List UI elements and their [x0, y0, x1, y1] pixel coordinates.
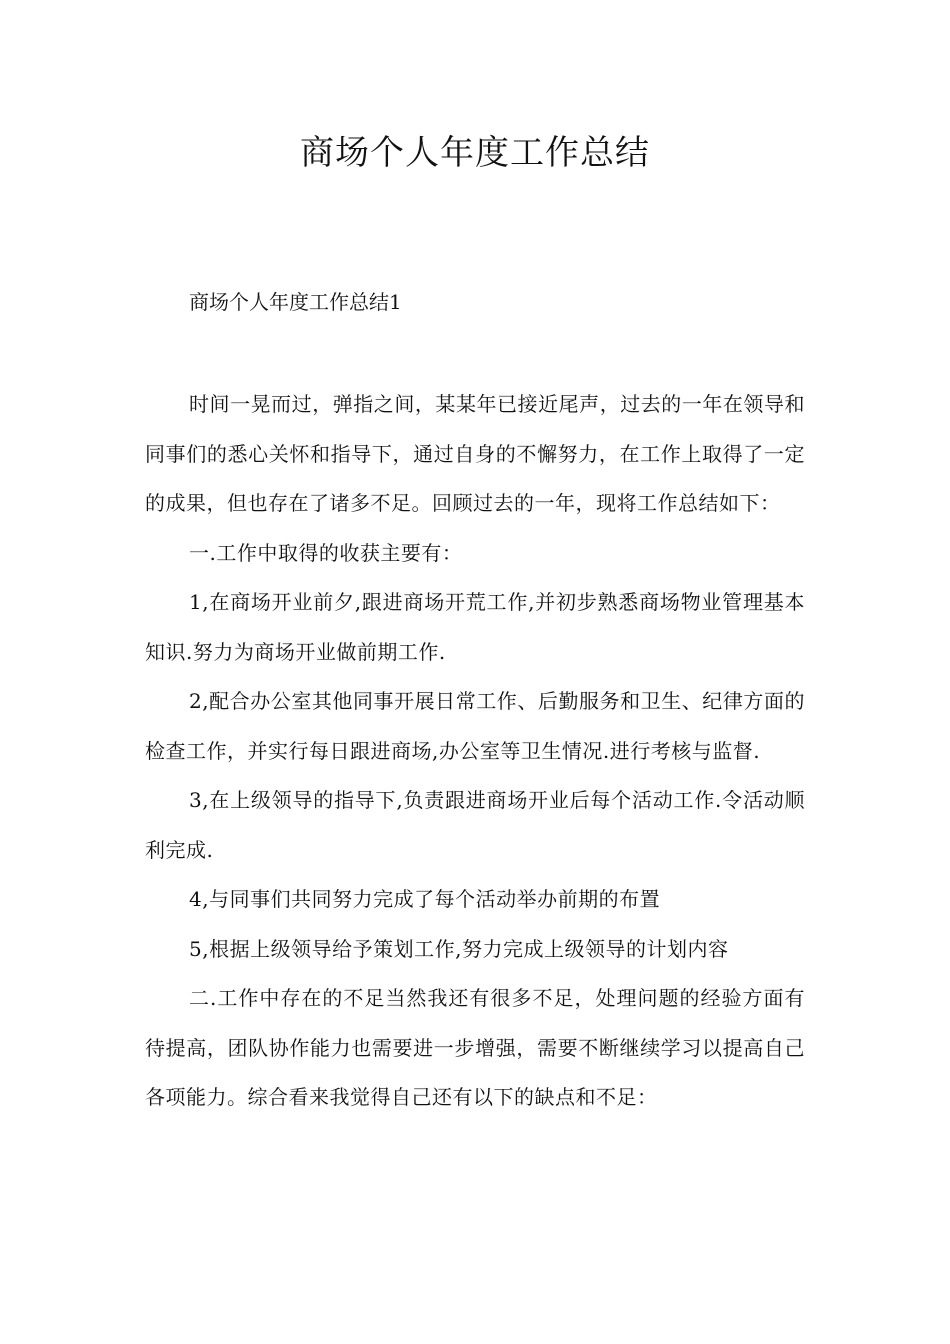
heading-achievements: 一.工作中取得的收获主要有：	[189, 540, 463, 565]
document-title: 商场个人年度工作总结	[300, 133, 650, 173]
paragraph-intro: 时间一晃而过，弹指之间，某某年已接近尾声，过去的一年在领导和同事们的悉心关怀和指导下，通过自身的不懈努力，在工作上取得了一定的成果，但也存在了诸多不足。回顾过去的一年，现将工作总结如下：	[145, 392, 805, 515]
list-item-4: 4,与同事们共同努力完成了每个活动举办前期的布置	[189, 887, 661, 911]
list-item-5: 5,根据上级领导给予策划工作,努力完成上级领导的计划内容	[189, 936, 729, 961]
section-subtitle: 商场个人年度工作总结1	[189, 290, 402, 314]
list-item-1: 1,在商场开业前夕,跟进商场开荒工作,并初步熟悉商场物业管理基本知识.努力为商场开业做前期工作.	[145, 590, 805, 664]
list-item-3: 3,在上级领导的指导下,负责跟进商场开业后每个活动工作.令活动顺利完成.	[145, 788, 805, 862]
document-body	[145, 380, 805, 1123]
list-item-2: 2,配合办公室其他同事开展日常工作、后勤服务和卫生、纪律方面的检查工作，并实行每日跟进商场,办公室等卫生情况.进行考核与监督.	[145, 689, 805, 763]
paragraph-shortcomings: 二.工作中存在的不足当然我还有很多不足，处理问题的经验方面有待提高，团队协作能力也需要进一步增强，需要不断继续学习以提高自己各项能力。综合看来我觉得自己还有以下的缺点和不足：	[145, 986, 805, 1109]
